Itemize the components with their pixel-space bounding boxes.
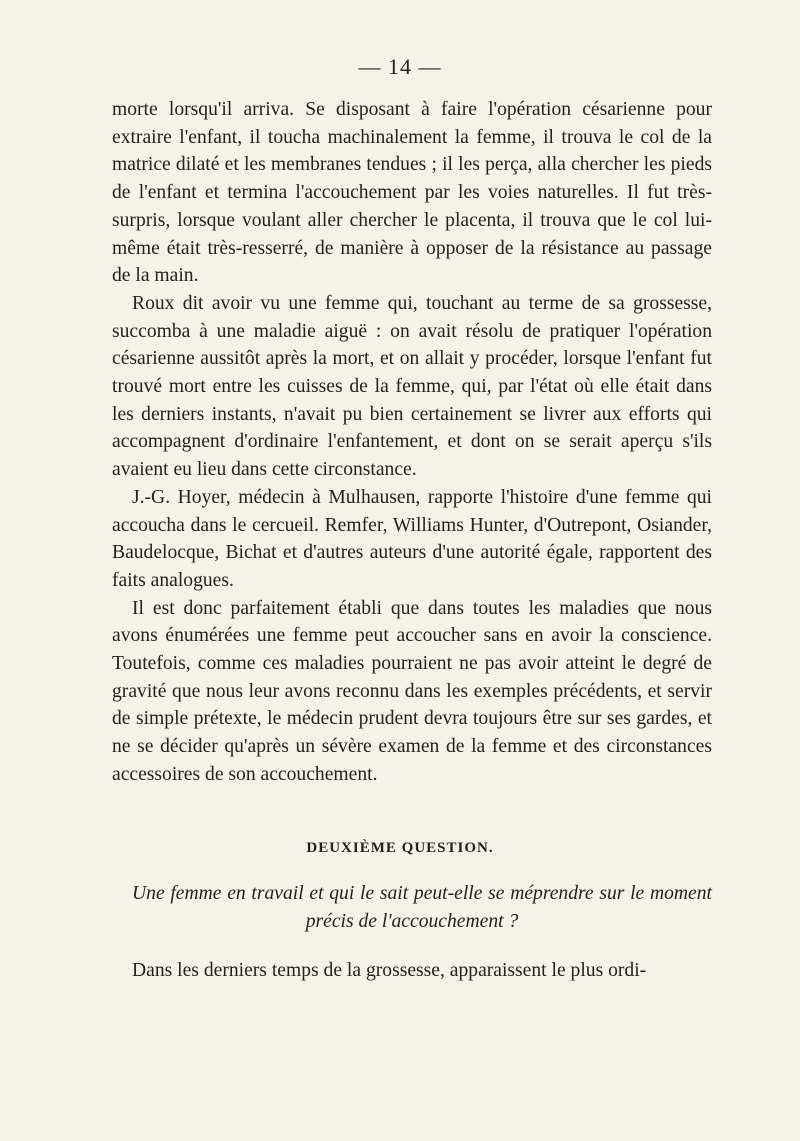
body-text [112,96,712,789]
paragraph-1: morte lorsqu'il arriva. Se disposant à faire l'opération césarienne pour extraire l'enfant, il toucha machinalement la femme, il trouva le col de la matrice dilaté et les membranes tendues ; il les perça, alla chercher les pieds de l'enfant et termina l'accouchement par les voies naturelles. Il fut très-surpris, lorsque voulant aller chercher le placenta, il trouva que le col lui-même était très-resserré, de manière à opposer de la résistance au passage de la main. [112,99,712,287]
paragraph-2: Roux dit avoir vu une femme qui, touchant au terme de sa grossesse, succomba à une maladie aiguë : on avait résolu de pratiquer l'opération césarienne aussitôt après la mort, et on allait y procéder, lorsque l'enfant fut trouvé mort entre les cuisses de la femme, qui, par l'état où elle était dans les derniers instants, n'avait pu bien certainement se livrer aux efforts qui accompagnent d'ordinaire l'enfantement, et dont on se serait aperçu s'ils avaient eu lieu dans cette circonstance. [112,292,712,481]
paragraph-4: Il est donc parfaitement établi que dans toutes les maladies que nous avons énumérées une femme peut accoucher sans en avoir la conscience. Toutefois, comme ces maladies pourraient ne pas avoir atteint le degré de gravité que nous leur avons reconnu dans les exemples précédents, et servir de simple prétexte, le médecin prudent devra toujours être sur ses gardes, et ne se décider qu'après un sévère examen de la femme et des circonstances accessoires de son accouchement. [112,597,712,785]
section-question [112,880,712,935]
closing-paragraph [112,957,712,985]
section-heading: DEUXIÈME QUESTION. [306,840,494,856]
paragraph-5: Dans les derniers temps de la grossesse, apparaissent le plus ordi- [132,960,647,981]
question-text: Une femme en travail et qui le sait peut-elle se méprendre sur le moment précis de l'accouchement ? [132,883,712,932]
paragraph-3: J.-G. Hoyer, médecin à Mulhausen, rapporte l'histoire d'une femme qui accoucha dans le cercueil. Remfer, Williams Hunter, d'Outrepont, Osiander, Baudelocque, Bichat et d'autres auteurs d'une autorité égale, rapportent des faits analogues. [112,486,712,591]
page-number: — 14 — [358,54,442,79]
